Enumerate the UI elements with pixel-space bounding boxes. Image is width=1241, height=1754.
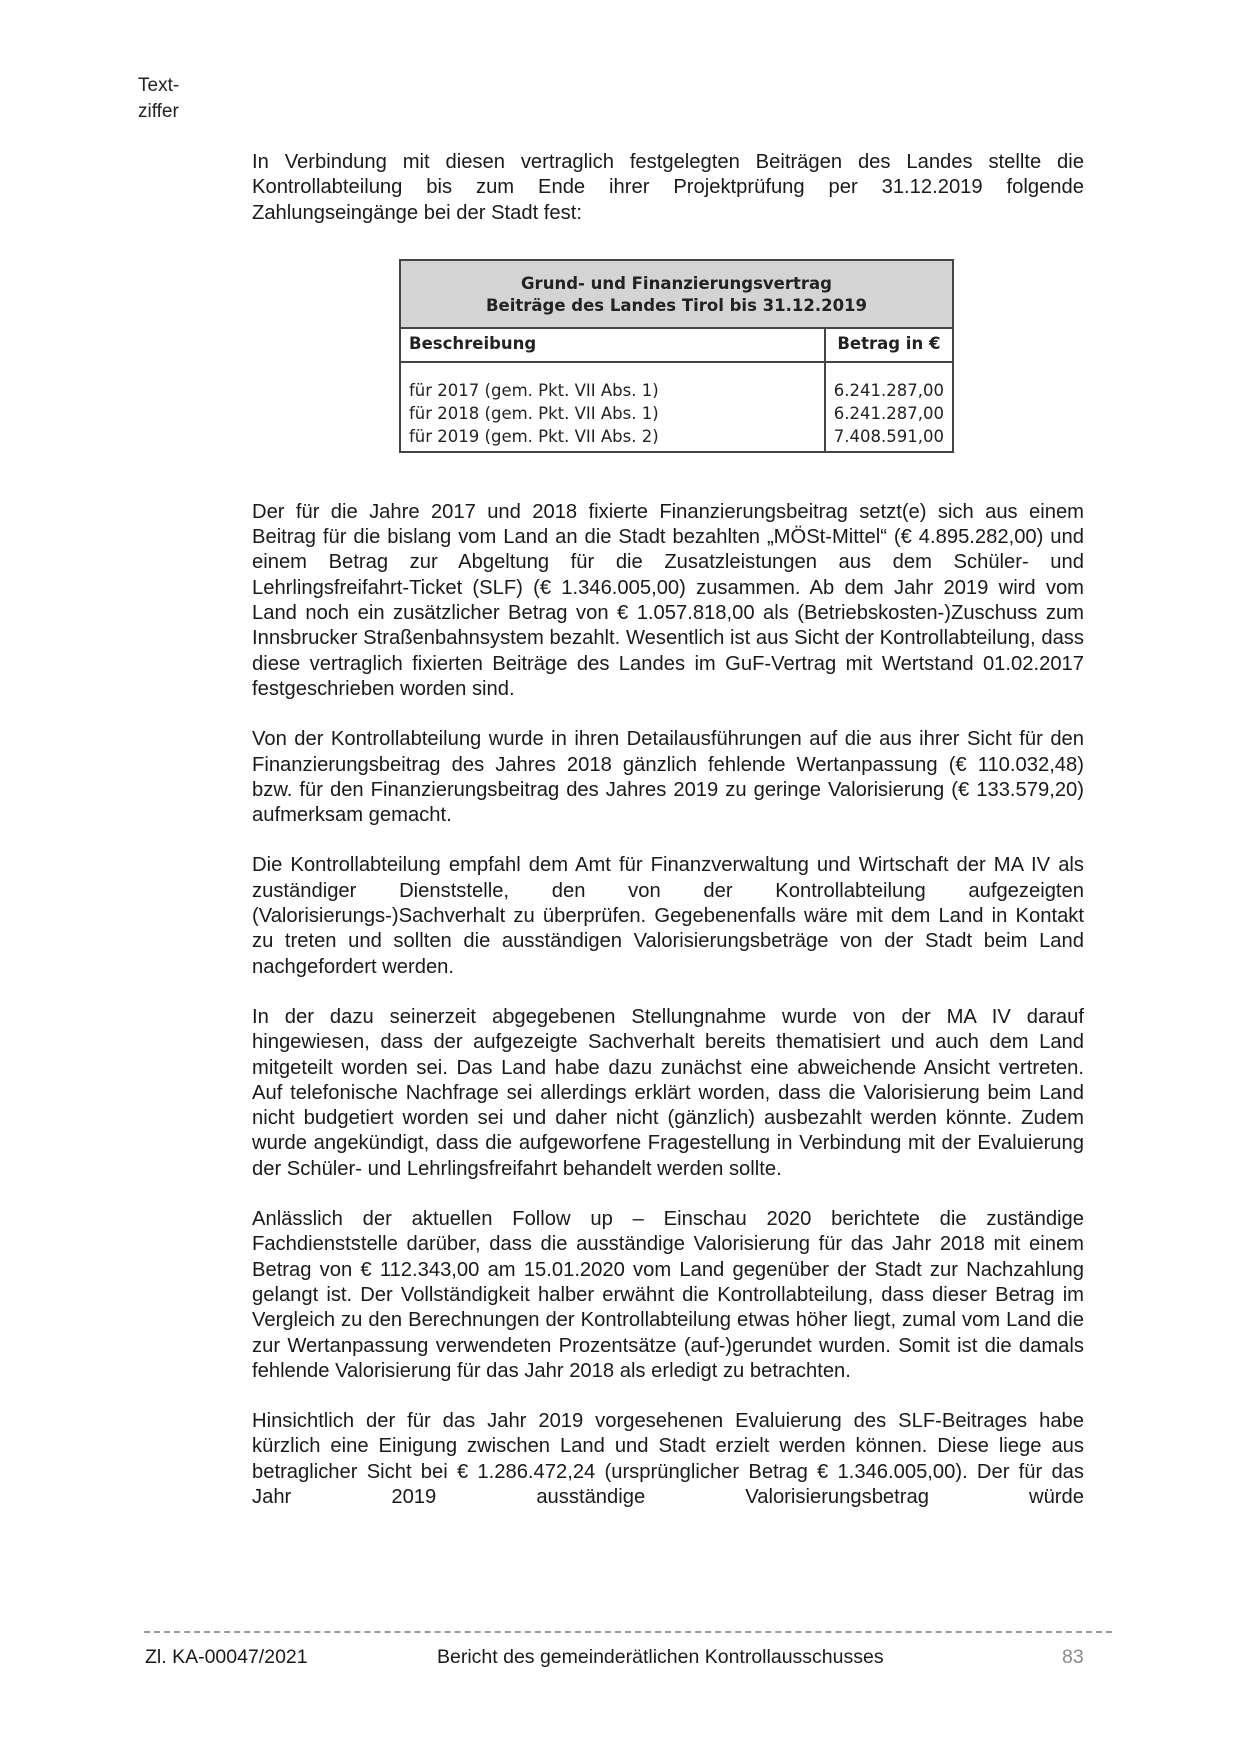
paragraph-valorization-gap: Von der Kontrollabteilung wurde in ihren Detailausführungen auf die aus ihrer Sicht für den Finanzierungsbeitrag des Jahres 2018 gänzlich fehlende Wertanpassung (€ 110.032,48) bzw. für den Finanzierungsbeitrag des Jahres 2019 zu geringe Valorisierung (€ 133.579,20) aufmerksam gemacht. [252, 728, 1084, 827]
table-title-line2: Beiträge des Landes Tirol bis 31.12.2019 [485, 295, 868, 315]
margin-label [138, 73, 179, 125]
column-header-description: Beschreibung [400, 328, 825, 362]
row-description: für 2018 (gem. Pkt. VII Abs. 1) [409, 403, 659, 423]
table-title [400, 260, 953, 328]
paragraph-slf-evaluation: Hinsichtlich der für das Jahr 2019 vorgesehenen Evaluierung des SLF-Beitrages habe kürzlich eine Einigung zwischen Land und Stadt erzielt werden können. Diese liege aus betraglicher Sicht bei € 1.286.472,24 (ursprünglicher Betrag € 1.346.005,00). Der für das Jahr 2019 ausständige Valorisierungsbetrag würde [252, 1410, 1084, 1508]
footer-reference: Zl. KA-00047/2021 [145, 1646, 308, 1668]
table-row [400, 379, 953, 402]
page-content [252, 150, 1084, 1510]
margin-label-line1: Text- [138, 75, 180, 96]
row-description: für 2017 (gem. Pkt. VII Abs. 1) [409, 380, 659, 400]
footer-title: Bericht des gemeinderätlichen Kontrollausschusses [437, 1646, 884, 1668]
table-title-line1: Grund- und Finanzierungsvertrag [521, 273, 832, 293]
paragraph-recommendation: Die Kontrollabteilung empfahl dem Amt für Finanzverwaltung und Wirtschaft der MA IV als zuständiger Dienststelle, den von der Kontrollabteilung aufgezeigten (Valorisierungs-)Sachverhalt zu überprüfen. Gegebenenfalls wäre mit dem Land in Kontakt zu treten und sollten die ausständigen Valorisierungsbeträge von der Stadt beim Land nachgefordert werden. [252, 854, 1084, 978]
paragraph-financing-composition: Der für die Jahre 2017 und 2018 fixierte Finanzierungsbeitrag setzt(e) sich aus einem Beitrag für die bislang vom Land an die Stadt bezahlten „MÖSt-Mittel“ (€ 4.895.282,00) und einem Betrag zur Abgeltung für die Zusatzleistungen aus dem Schüler- und Lehrlingsfreifahrt-Ticket (SLF) (€ 1.346.005,00) zusammen. Ab dem Jahr 2019 wird vom Land noch ein zusätzlicher Betrag von € 1.057.818,00 als (Betriebskosten-)Zuschuss zum Innsbrucker Straßenbahnsystem bezahlt. Wesentlich ist aus Sicht der Kontrollabteilung, dass diese vertraglich fixierten Beiträge des Landes im GuF-Vertrag mit Wertstand 01.02.2017 festgeschrieben worden sind. [252, 500, 1084, 700]
paragraph-intro: In Verbindung mit diesen vertraglich festgelegten Beiträgen des Landes stellte die Kontrollabteilung bis zum Ende ihrer Projektprüfung per 31.12.2019 folgende Zahlungseingänge bei der Stadt fest: [252, 151, 1084, 224]
row-amount: 7.408.591,00 [825, 425, 953, 452]
paragraph-statement: In der dazu seinerzeit abgegebenen Stellungnahme wurde von der MA IV darauf hingewiesen, dass der aufgezeigte Sachverhalt bereits thematisiert und auch dem Land mitgeteilt worden sei. Das Land habe dazu zunächst eine abweichende Ansicht vertreten. Auf telefonische Nachfrage sei allerdings erklärt worden, dass die Valorisierung beim Land nicht budgetiert worden sei und daher nicht (gänzlich) ausbezahlt werden könnte. Zudem wurde angekündigt, dass die aufgeworfene Fragestellung in Verbindung mit der Evaluierung der Schüler- und Lehrlingsfreifahrt behandelt werden sollte. [252, 1005, 1084, 1180]
financing-table [399, 259, 954, 453]
table-row [400, 402, 953, 425]
table-row [400, 425, 953, 452]
financing-table-container [399, 259, 954, 453]
margin-label-line2: ziffer [138, 101, 179, 122]
row-description: für 2019 (gem. Pkt. VII Abs. 2) [409, 426, 659, 446]
row-amount: 6.241.287,00 [825, 402, 953, 425]
column-header-amount: Betrag in € [825, 328, 953, 362]
page-number: 83 [1062, 1646, 1084, 1668]
paragraph-follow-up: Anlässlich der aktuellen Follow up – Einschau 2020 berichtete die zuständige Fachdienststelle darüber, dass die ausständige Valorisierung für das Jahr 2018 mit einem Betrag von € 112.343,00 am 15.01.2020 vom Land gegenüber der Stadt zur Nachzahlung gelangt ist. Der Vollständigkeit halber erwähnt die Kontrollabteilung, dass dieser Betrag im Vergleich zu den Berechnungen der Kontrollabteilung etwas höher liegt, zumal vom Land die zur Wertanpassung verwendeten Prozentsätze (auf-)gerundet wurden. Somit ist die damals fehlende Valorisierung für das Jahr 2018 als erledigt zu betrachten. [252, 1208, 1084, 1382]
footer-divider [144, 1631, 1112, 1633]
row-amount: 6.241.287,00 [825, 379, 953, 402]
